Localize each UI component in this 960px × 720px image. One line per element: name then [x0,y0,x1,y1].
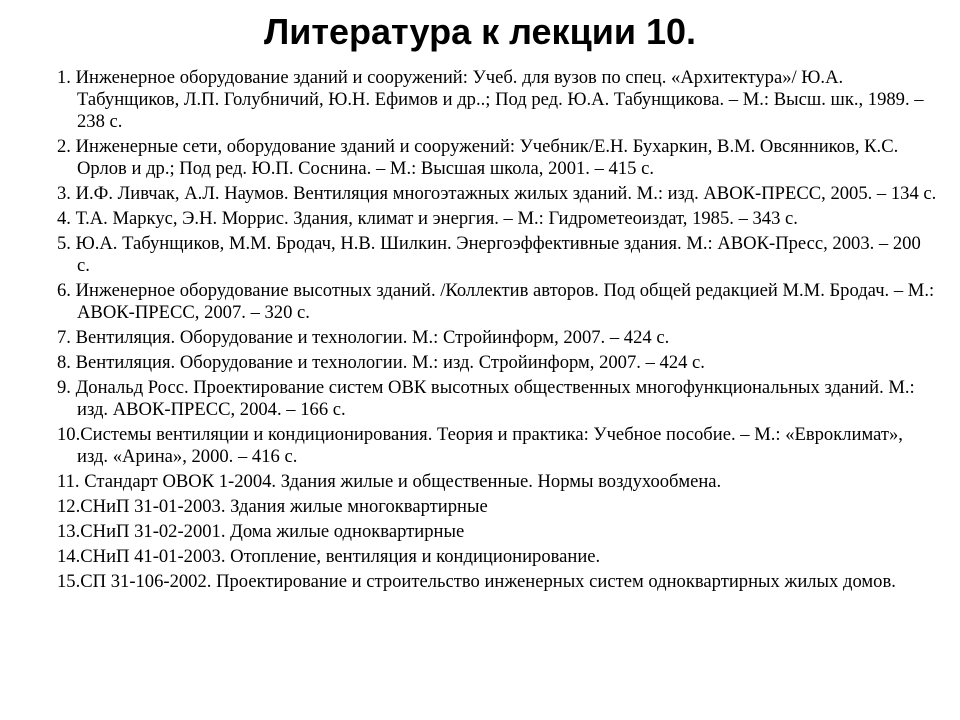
list-item: 11. Стандарт ОВОК 1-2004. Здания жилые и общественные. Нормы воздухообмена. [57,471,722,492]
list-item: 15.СП 31-106-2002. Проектирование и строительство инженерных систем одноквартирных жилых домов. [57,571,896,592]
list-item: 1. Инженерное оборудование зданий и сооружений: Учеб. для вузов по спец. «Архитектура»/ Ю.А. Табунщиков, Л.П. Голубничий, Ю.Н. Ефимов и др..; Под ред. Ю.А. Табунщикова. – М.: Высш. шк., 1989. – 238 с. [57,67,924,132]
list-item: 7. Вентиляция. Оборудование и технологии. М.: Стройинформ, 2007. – 424 с. [57,327,670,348]
list-item: 9. Дональд Росс. Проектирование систем ОВК высотных общественных многофункциональных зданий. М.: изд. АВОК-ПРЕСС, 2004. – 166 с. [57,377,915,420]
reference-list [57,67,937,596]
list-item: 2. Инженерные сети, оборудование зданий и сооружений: Учебник/Е.Н. Бухаркин, В.М. Овсянников, К.С. Орлов и др.; Под ред. Ю.П. Соснина. – М.: Высшая школа, 2001. – 415 с. [57,136,899,179]
list-item: 6. Инженерное оборудование высотных зданий. /Коллектив авторов. Под общей редакцией М.М. Бродач. – М.: АВОК-ПРЕСС, 2007. – 320 с. [57,280,935,323]
list-item: 4. Т.А. Маркус, Э.Н. Моррис. Здания, климат и энергия. – М.: Гидрометеоиздат, 1985. – 343 с. [57,208,798,229]
list-item: 3. И.Ф. Ливчак, А.Л. Наумов. Вентиляция многоэтажных жилых зданий. М.: изд. АВОК-ПРЕСС, 2005. – 134 с. [57,183,937,204]
list-item: 8. Вентиляция. Оборудование и технологии. М.: изд. Стройинформ, 2007. – 424 с. [57,352,705,373]
list-item: 10.Системы вентиляции и кондиционирования. Теория и практика: Учебное пособие. – М.: «Евроклимат», изд. «Арина», 2000. – 416 с. [57,424,903,467]
page-title: Литература к лекции 10. [263,11,697,52]
list-item: 14.СНиП 41-01-2003. Отопление, вентиляция и кондиционирование. [57,546,601,567]
list-item: 13.СНиП 31-02-2001. Дома жилые одноквартирные [57,521,465,542]
list-item: 12.СНиП 31-01-2003. Здания жилые многоквартирные [57,496,488,517]
list-item: 5. Ю.А. Табунщиков, М.М. Бродач, Н.В. Шилкин. Энергоэффективные здания. М.: АВОК-Пресс, 2003. – 200 с. [57,233,921,276]
